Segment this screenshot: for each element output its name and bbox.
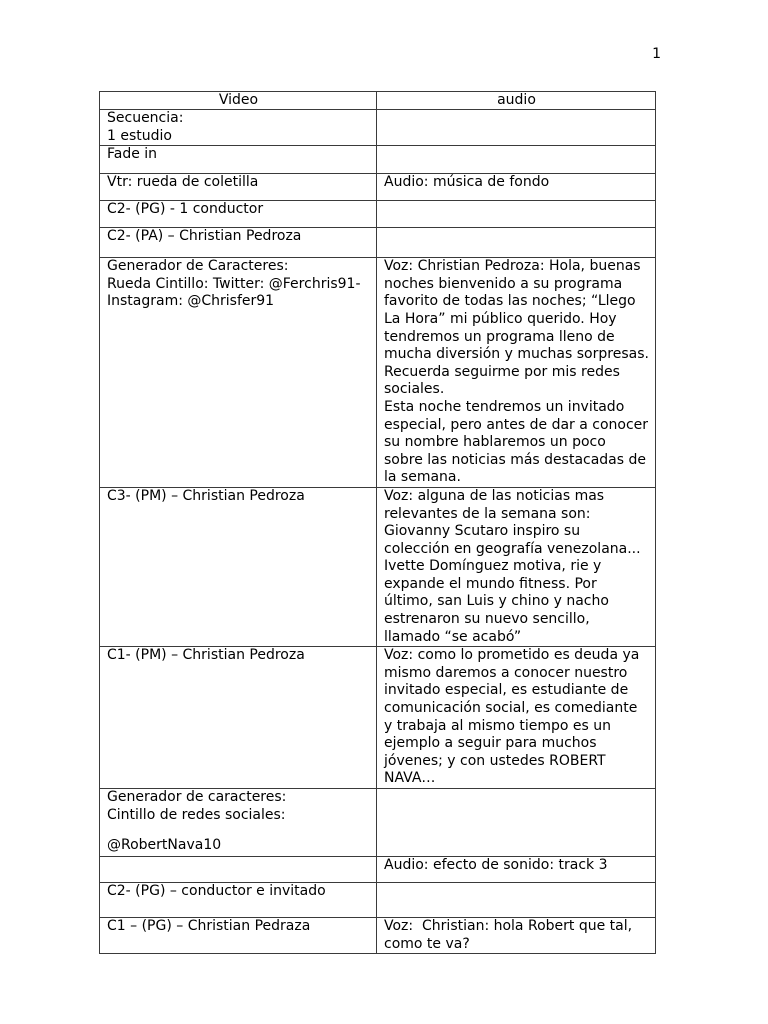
- video-cell: [100, 647, 377, 789]
- table-row: [100, 228, 656, 258]
- audio-cell-line: Voz: alguna de las noticias mas relevantes de la semana son: Giovanny Scutaro inspiro su colección en geografía venezolana... Ivette Domínguez motiva, rie y expande el mundo fitness. Por último, san Luis y chino y nacho estrenaron su nuevo sencillo, llamado “se acabó”: [384, 487, 646, 645]
- audio-cell-line: Esta noche tendremos un invitado especial, pero antes de dar a conocer su nombre hablaremos un poco sobre las noticias más destacadas de la semana.: [384, 398, 653, 486]
- audio-cell: [377, 201, 656, 228]
- audio-cell-line: Voz: Christian: hola Robert que tal, como te va?: [384, 918, 637, 952]
- audio-column-header: audio: [377, 92, 656, 110]
- video-cell-line: C2- (PG) - 1 conductor: [107, 201, 264, 218]
- video-cell: [100, 258, 377, 488]
- table-row: [100, 857, 656, 883]
- table-row: [100, 487, 656, 646]
- video-cell: [100, 789, 377, 857]
- video-cell-line: Generador de caracteres:: [107, 789, 287, 805]
- table-row: [100, 918, 656, 954]
- table-row: [100, 146, 656, 174]
- table-row: [100, 201, 656, 228]
- video-cell-line: Cintillo de redes sociales:: [107, 806, 286, 823]
- audio-cell: [377, 647, 656, 789]
- video-cell-line: Generador de Caracteres:: [107, 258, 289, 275]
- video-cell: [100, 883, 377, 918]
- table-row: [100, 647, 656, 789]
- video-cell: [100, 487, 377, 646]
- video-cell: [100, 228, 377, 258]
- table-row: [100, 174, 656, 201]
- audio-cell: [377, 228, 656, 258]
- audio-cell: [377, 857, 656, 883]
- audio-cell: [377, 487, 656, 646]
- video-cell: [100, 146, 377, 174]
- page-number: 1: [652, 46, 661, 62]
- table-row: [100, 883, 656, 918]
- video-cell: [100, 857, 377, 883]
- table-row: [100, 258, 656, 488]
- script-body: [100, 110, 656, 954]
- video-cell: [100, 174, 377, 201]
- video-cell: [100, 918, 377, 954]
- video-cell-line: @RobertNava10: [107, 837, 222, 854]
- video-cell-line: Instagram: @Chrisfer91: [107, 293, 275, 310]
- audio-cell: [377, 146, 656, 174]
- video-cell-line: C2- (PA) – Christian Pedroza: [107, 228, 302, 245]
- audio-cell: [377, 174, 656, 201]
- video-cell-line: Vtr: rueda de coletilla: [107, 174, 259, 191]
- audio-cell: [377, 918, 656, 954]
- audio-cell: [377, 789, 656, 857]
- video-cell-line: C2- (PG) – conductor e invitado: [107, 883, 326, 899]
- video-cell-line: 1 estudio: [107, 127, 172, 144]
- audio-cell: [377, 110, 656, 146]
- video-cell-line: Secuencia:: [107, 110, 184, 126]
- audio-cell: [377, 258, 656, 488]
- audio-cell-line: Audio: efecto de sonido: track 3: [384, 857, 608, 873]
- header-row: [100, 92, 656, 110]
- table-row: [100, 789, 656, 857]
- table-row: [100, 110, 656, 146]
- audio-cell: [377, 883, 656, 918]
- video-cell-line: C3- (PM) – Christian Pedroza: [107, 487, 305, 504]
- audio-cell-line: Voz: como lo prometido es deuda ya mismo daremos a conocer nuestro invitado especial, es estudiante de comunicación social, es comediante y trabaja al mismo tiempo es un ejemplo a seguir para muchos jóvenes; y con ustedes ROBERT NAVA…: [384, 647, 644, 787]
- video-cell-line: Fade in: [107, 146, 158, 163]
- video-cell: [100, 201, 377, 228]
- video-cell-line: Rueda Cintillo: Twitter: @Ferchris91-: [107, 275, 361, 292]
- audio-cell-line: Voz: Christian Pedroza: Hola, buenas noches bienvenido a su programa favorito de todas las noches; “Llego La Hora” mi público querido. Hoy tendremos un programa lleno de mucha diversión y muchas sorpresas. Recuerda seguirme por mis redes sociales.: [384, 258, 654, 398]
- video-cell-line: [107, 824, 370, 837]
- video-cell-line: C1- (PM) – Christian Pedroza: [107, 647, 305, 664]
- video-cell-line: C1 – (PG) – Christian Pedraza: [107, 918, 311, 934]
- video-column-header: Video: [100, 92, 377, 110]
- audio-cell-line: Audio: música de fondo: [384, 174, 550, 191]
- video-cell: [100, 110, 377, 146]
- script-table: [99, 91, 656, 954]
